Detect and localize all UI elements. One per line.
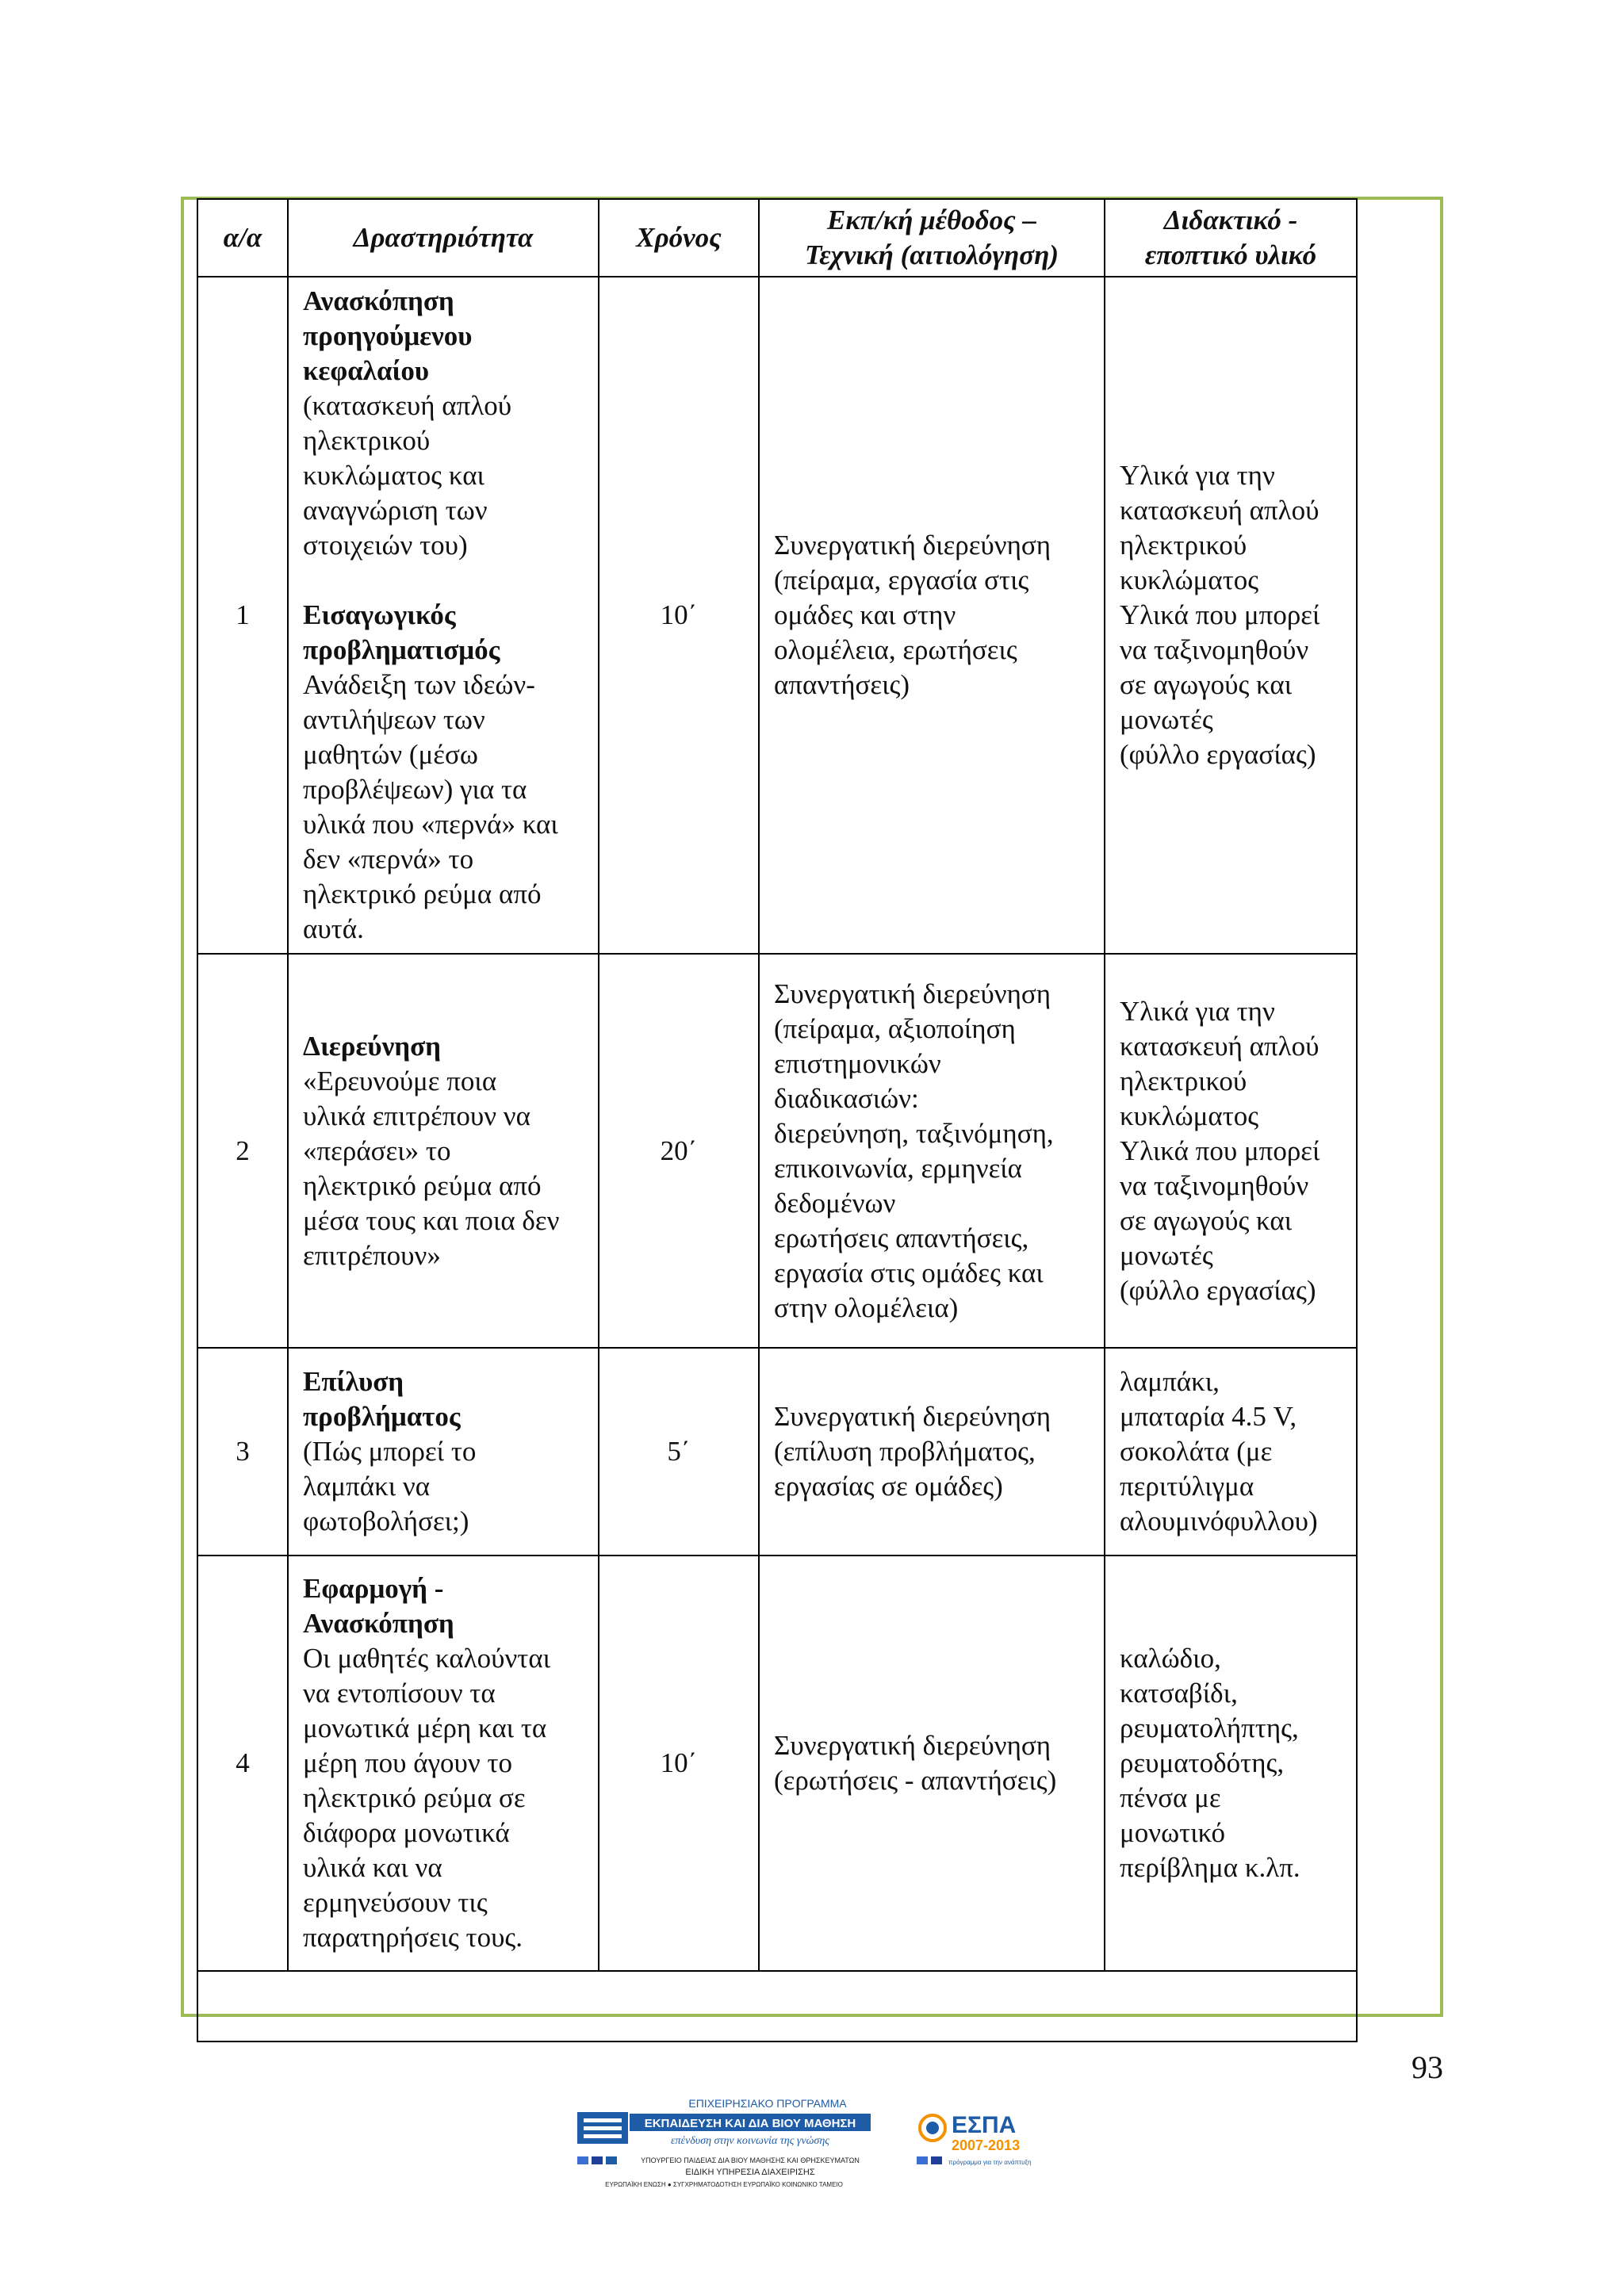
header-material: Διδακτικό - εποπτικό υλικό (1105, 199, 1357, 277)
activity-time: 5΄ (599, 1348, 759, 1556)
row-number: 2 (197, 954, 288, 1348)
table-row (197, 1556, 1357, 1971)
activity-title: Διερεύνηση (303, 1030, 442, 1062)
activity-cell (288, 1556, 599, 1971)
page-number: 93 (1411, 2049, 1443, 2085)
activity-cell (288, 1348, 599, 1556)
material-cell (1105, 1556, 1357, 1971)
espa-years: 2007-2013 (952, 2137, 1021, 2153)
header-method: Εκπ/κή μέθοδος – Τεχνική (αιτιολόγηση) (759, 199, 1105, 277)
education-programme-logo (577, 2095, 871, 2195)
row-number: 1 (197, 277, 288, 954)
activity-title: Εισαγωγικός προβληματισμός (303, 599, 500, 665)
row-number: 4 (197, 1556, 288, 1971)
activity-time: 10΄ (599, 1556, 759, 1971)
activity-time: 10΄ (599, 277, 759, 954)
material-cell (1105, 1348, 1357, 1556)
method-cell (759, 1348, 1105, 1556)
table-row (197, 1348, 1357, 1556)
espa-title: ΕΣΠΑ (952, 2112, 1017, 2138)
activity-time: 20΄ (599, 954, 759, 1348)
activity-cell (288, 277, 599, 954)
lesson-plan-table (197, 198, 1358, 2042)
header-activity: Δραστηριότητα (288, 199, 599, 277)
header-time: Χρόνος (599, 199, 759, 277)
method-cell (759, 1556, 1105, 1971)
empty-table-row (197, 1971, 1357, 2042)
activity-text: «Ερευνούμε ποια υλικά επιτρέπουν να «περάσει» το ηλεκτρικό ρεύμα από μέσα τους και ποια δεν επιτρέπουν» (303, 1065, 560, 1271)
material-text: λαμπάκι, μπαταρία 4.5 V, σοκολάτα (με περιτύλιγμα αλουμινόφυλλου) (1120, 1366, 1318, 1536)
activity-title: Επίλυση προβλήματος (303, 1366, 461, 1432)
espa-logo (917, 2106, 1044, 2171)
table-header-row (197, 199, 1357, 277)
espa-slogan: πρόγραμμα για την ανάπτυξη (948, 2159, 1032, 2166)
logo-line-1: ΕΠΙΧΕΙΡΗΣΙΑΚΟ ΠΡΟΓΡΑΜΜΑ (688, 2097, 847, 2110)
method-cell (759, 277, 1105, 954)
activity-text: Οι μαθητές καλούνται να εντοπίσουν τα μονωτικά μέρη και τα μέρη που άγουν το ηλεκτρικό ρεύμα σε διάφορα μονωτικά υλικά και να ερμηνεύσουν τις παρατηρήσεις τους. (303, 1643, 551, 1953)
activity-text: (κατασκευή απλού ηλεκτρικού κυκλώματος και αναγνώριση των στοιχειών του) (303, 390, 512, 561)
logo-line-2: ΕΚΠΑΙΔΕΥΣΗ ΚΑΙ ΔΙΑ ΒΙΟΥ ΜΑΘΗΣΗ (644, 2117, 856, 2130)
row-number: 3 (197, 1348, 288, 1556)
activity-title: Εφαρμογή - Ανασκόπηση (303, 1573, 454, 1639)
method-cell (759, 954, 1105, 1348)
activity-cell (288, 954, 599, 1348)
material-text: Υλικά για την κατασκευή απλού ηλεκτρικού κυκλώματος Υλικά που μπορεί να ταξινομηθούν σε αγωγούς και μονωτές (φύλλο εργασίας) (1120, 460, 1320, 770)
material-text: Υλικά για την κατασκευή απλού ηλεκτρικού κυκλώματος Υλικά που μπορεί να ταξινομηθούν σε αγωγούς και μονωτές (φύλλο εργασίας) (1120, 995, 1320, 1306)
material-cell (1105, 954, 1357, 1348)
method-text: Συνεργατική διερεύνηση (πείραμα, αξιοποίηση επιστημονικών διαδικασιών: διερεύνηση, ταξινόμηση, επικοινωνία, ερμηνεία δεδομένων ερωτήσεις απαντήσεις, εργασία στις ομάδες και στην ολομέλεια) (774, 978, 1054, 1323)
table-row (197, 277, 1357, 954)
spacer (303, 563, 584, 598)
material-text: καλώδιο, κατσαβίδι, ρευματολήπτης, ρευματοδότης, πένσα με μονωτικό περίβλημα κ.λπ. (1120, 1643, 1300, 1883)
logo-line-5: ΕΙΔΙΚΗ ΥΠΗΡΕΣΙΑ ΔΙΑΧΕΙΡΙΣΗΣ (685, 2168, 815, 2177)
logo-line-4: ΥΠΟΥΡΓΕΙΟ ΠΑΙΔΕΙΑΣ ΔΙΑ ΒΙΟΥ ΜΑΘΗΣΗΣ ΚΑΙ ΘΡΗΣΚΕΥΜΑΤΩΝ (641, 2156, 860, 2164)
empty-cell (197, 1971, 1357, 2042)
method-text: Συνεργατική διερεύνηση (πείραμα, εργασία στις ομάδες και στην ολομέλεια, ερωτήσεις απαντήσεις) (774, 530, 1051, 700)
method-text: Συνεργατική διερεύνηση (επίλυση προβλήματος, εργασίας σε ομάδες) (774, 1401, 1051, 1502)
material-cell (1105, 277, 1357, 954)
method-text: Συνεργατική διερεύνηση (ερωτήσεις - απαντήσεις) (774, 1730, 1057, 1796)
header-num: α/α (197, 199, 288, 277)
table-row (197, 954, 1357, 1348)
logo-line-6: ΕΥΡΩΠΑΪΚΗ ΕΝΩΣΗ ● ΣΥΓΧΡΗΜΑΤΟΔΟΤΗΣΗ ΕΥΡΩΠΑΪΚΟ ΚΟΙΝΩΝΙΚΟ ΤΑΜΕΙΟ (605, 2181, 843, 2188)
activity-text: (Πώς μπορεί το λαμπάκι να φωτοβολήσει;) (303, 1436, 477, 1536)
logo-line-3: επένδυση στην κοινωνία της γνώσης (671, 2135, 829, 2147)
activity-text: Ανάδειξη των ιδεών- αντιλήψεων των μαθητών (μέσω προβλέψεων) για τα υλικά που «περνά» και δεν «περνά» το ηλεκτρικό ρεύμα από αυτά. (303, 669, 558, 944)
activity-title: Ανασκόπηση προηγούμενου κεφαλαίου (303, 285, 473, 386)
